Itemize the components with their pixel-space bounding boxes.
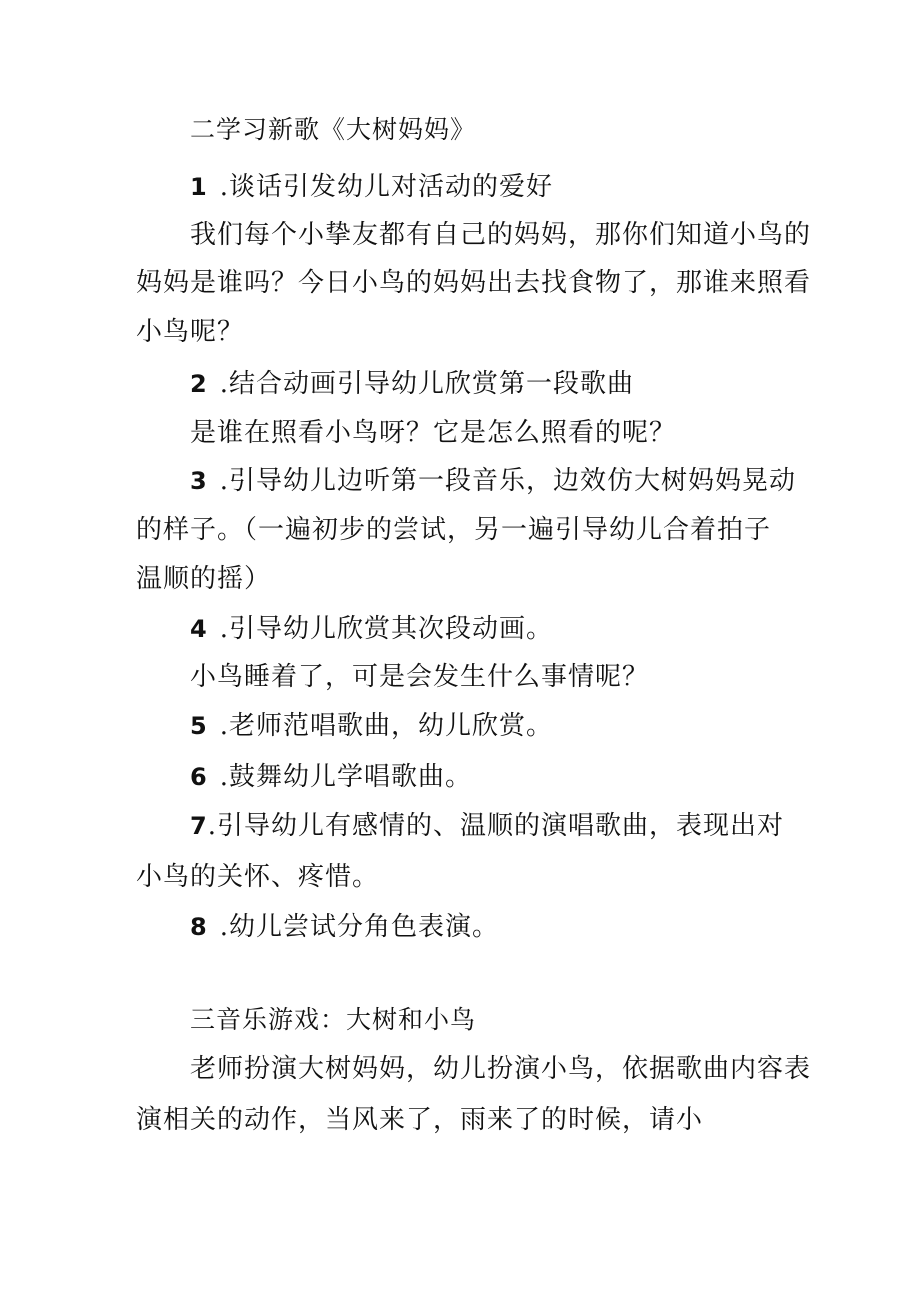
list-item-4 bbox=[190, 612, 553, 646]
paragraph-line: 温顺的摇） bbox=[136, 564, 272, 594]
paragraph-line: 的样子。（一遍初步的尝试，另一遍引导幼儿合着拍子 bbox=[136, 515, 772, 545]
section-heading-learn-song: 二学习新歌《大树妈妈》 bbox=[190, 115, 477, 144]
item-text: .结合动画引导幼儿欣赏第一段歌曲 bbox=[219, 369, 634, 399]
item-text: .引导幼儿欣赏其次段动画。 bbox=[219, 614, 553, 644]
list-item-6 bbox=[190, 760, 472, 794]
paragraph-line: 老师扮演大树妈妈，幼儿扮演小鸟，依据歌曲内容表 bbox=[190, 1054, 812, 1084]
item-text: .引导幼儿有感情的、温顺的演唱歌曲，表现出对 bbox=[207, 811, 784, 841]
item-text: .谈话引发幼儿对活动的爱好 bbox=[219, 172, 553, 202]
item-number: 7 bbox=[190, 812, 208, 840]
item-number: 4 bbox=[190, 615, 208, 643]
item-number: 1 bbox=[190, 173, 208, 201]
paragraph-line: 我们每个小挚友都有自己的妈妈，那你们知道小鸟的 bbox=[190, 220, 812, 250]
paragraph-line: 小鸟的关怀、疼惜。 bbox=[136, 862, 380, 892]
paragraph-line: 小鸟呢？ bbox=[136, 317, 245, 347]
item-text: .鼓舞幼儿学唱歌曲。 bbox=[219, 762, 472, 792]
list-item-2 bbox=[190, 367, 634, 401]
paragraph-line: 是谁在照看小鸟呀？它是怎么照看的呢？ bbox=[190, 418, 677, 448]
item-text: .老师范唱歌曲，幼儿欣赏。 bbox=[219, 711, 553, 741]
item-text: .引导幼儿边听第一段音乐，边效仿大树妈妈晃动 bbox=[219, 466, 796, 496]
item-number: 5 bbox=[190, 712, 208, 740]
list-item-1 bbox=[190, 170, 553, 204]
item-number: 2 bbox=[190, 370, 208, 398]
list-item-3 bbox=[190, 464, 796, 498]
item-number: 3 bbox=[190, 467, 208, 495]
item-text: .幼儿尝试分角色表演。 bbox=[219, 912, 499, 942]
item-number: 6 bbox=[190, 763, 208, 791]
list-item-8 bbox=[190, 910, 499, 944]
section-heading-music-game: 三音乐游戏：大树和小鸟 bbox=[190, 1005, 477, 1034]
paragraph-line: 妈妈是谁吗？今日小鸟的妈妈出去找食物了，那谁来照看 bbox=[136, 268, 812, 298]
paragraph-line: 演相关的动作，当风来了，雨来了的时候，请小 bbox=[136, 1105, 704, 1135]
item-number: 8 bbox=[190, 913, 208, 941]
list-item-7 bbox=[190, 809, 784, 843]
list-item-5 bbox=[190, 709, 553, 743]
paragraph-line: 小鸟睡着了，可是会发生什么事情呢？ bbox=[190, 662, 650, 692]
